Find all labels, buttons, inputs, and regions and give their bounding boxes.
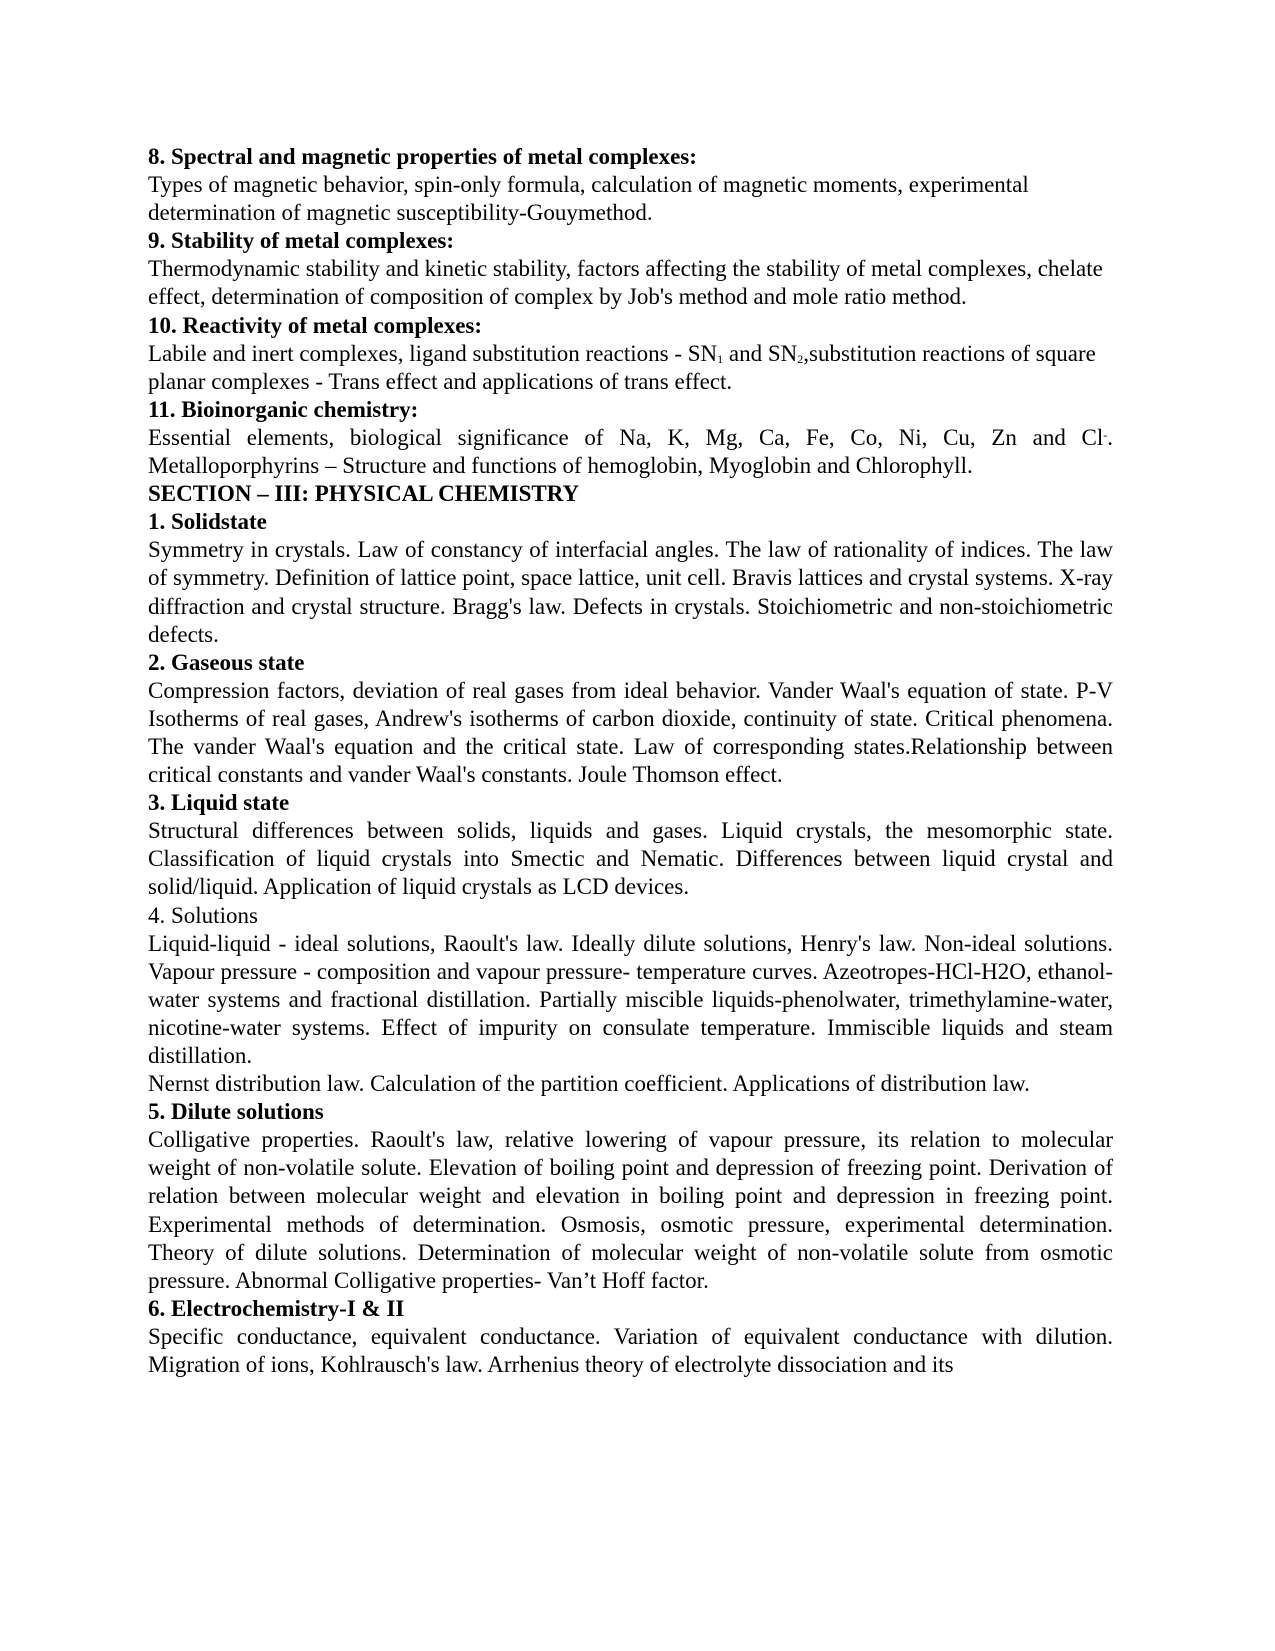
section-body-reactivity [148,340,1113,396]
section-title-physical-chemistry: SECTION – III: PHYSICAL CHEMISTRY [148,481,580,507]
section-heading-gaseous-state: 2. Gaseous state [148,649,305,675]
section-heading-bioinorganic: 11. Bioinorganic chemistry: [148,396,419,422]
section-body-electrochemistry: Specific conductance, equivalent conductance. Variation of equivalent conductance with dilution. Migration of ions, Kohlrausch's law. Arrhenius theory of electrolyte dissociation and its [148,1323,1113,1378]
section-body-liquid-state: Structural differences between solids, liquids and gases. Liquid crystals, the mesomorphic state. Classification of liquid crystals into Smectic and Nematic. Differences between liquid crystal and solid/liquid. Application of liquid crystals as LCD devices. [148,818,1113,900]
section-heading-spectral-magnetic: 8. Spectral and magnetic properties of metal complexes: [148,144,697,169]
section-heading-liquid-state: 3. Liquid state [148,790,290,816]
section-body-spectral-magnetic: Types of magnetic behavior, spin-only formula, calculation of magnetic moments, experimental determination of magnetic susceptibility-Gouymethod. [148,172,1029,226]
section-body-gaseous-state: Compression factors, deviation of real gases from ideal behavior. Vander Waal's equation of state. P-V Isotherms of real gases, Andrew's isotherms of carbon dioxide, continuity of state. Critical phenomena. The vander Waal's equation and the critical state. Law of corresponding states.Relationship between critical constants and vander Waal's constants. Joule Thomson effect. [148,677,1113,788]
section-heading-electrochemistry: 6. Electrochemistry-I & II [148,1295,405,1321]
reactivity-text-a: Labile and inert complexes, ligand substitution reactions - SN [148,340,718,366]
section-heading-stability: 9. Stability of metal complexes: [148,228,454,254]
section-heading-dilute-solutions: 5. Dilute solutions [148,1099,324,1125]
bioinorganic-superscript: - [1103,427,1108,442]
section-body-solutions: Liquid-liquid - ideal solutions, Raoult's law. Ideally dilute solutions, Henry's law. Non-ideal solutions. Vapour pressure - composition and vapour pressure- temperature curves. Azeotropes-HCl-H2O, ethanol-water systems and fractional distillation. Partially miscible liquids-phenolwater, trimethylamine-water, nicotine-water systems. Effect of impurity on consulate temperature. Immiscible liquids and steam distillation. [148,930,1113,1068]
bioinorganic-text-b: . Metalloporphyrins – Structure and functions of hemoglobin, Myoglobin and Chlorophyll. [148,424,1113,479]
section-body-solutions-nernst: Nernst distribution law. Calculation of the partition coefficient. Applications of distribution law. [148,1071,1030,1097]
reactivity-text-c: ,substitution reactions of square planar complexes - Trans effect and applications of trans effect. [148,340,1096,394]
section-heading-reactivity: 10. Reactivity of metal complexes: [148,312,483,338]
document-page [148,143,1113,1379]
section-body-dilute-solutions: Colligative properties. Raoult's law, relative lowering of vapour pressure, its relation to molecular weight of non-volatile solute. Elevation of boiling point and depression of freezing point. Derivation of relation between molecular weight and elevation in boiling point and depression in freezing point. Experimental methods of determination. Osmosis, osmotic pressure, experimental determination. Theory of dilute solutions. Determination of molecular weight of non-volatile solute from osmotic pressure. Abnormal Colligative properties- Van’t Hoff factor. [148,1127,1113,1293]
section-heading-solidstate: 1. Solidstate [148,509,267,535]
section-body-stability: Thermodynamic stability and kinetic stability, factors affecting the stability of metal complexes, chelate effect, determination of composition of complex by Job's method and mole ratio method. [148,256,1103,310]
reactivity-text-b: and SN [723,340,798,366]
section-body-bioinorganic [148,424,1113,480]
reactivity-subscript-2: 2 [797,351,804,366]
section-body-solidstate: Symmetry in crystals. Law of constancy of interfacial angles. The law of rationality of indices. The law of symmetry. Definition of lattice point, space lattice, unit cell. Bravis lattices and crystal systems. X-ray diffraction and crystal structure. Bragg's law. Defects in crystals. Stoichiometric and non-stoichiometric defects. [148,537,1113,647]
reactivity-subscript-1: 1 [717,351,724,366]
section-heading-solutions: 4. Solutions [148,902,258,928]
bioinorganic-text-a: Essential elements, biological significance of Na, K, Mg, Ca, Fe, Co, Ni, Cu, Zn and Cl [148,424,1104,450]
